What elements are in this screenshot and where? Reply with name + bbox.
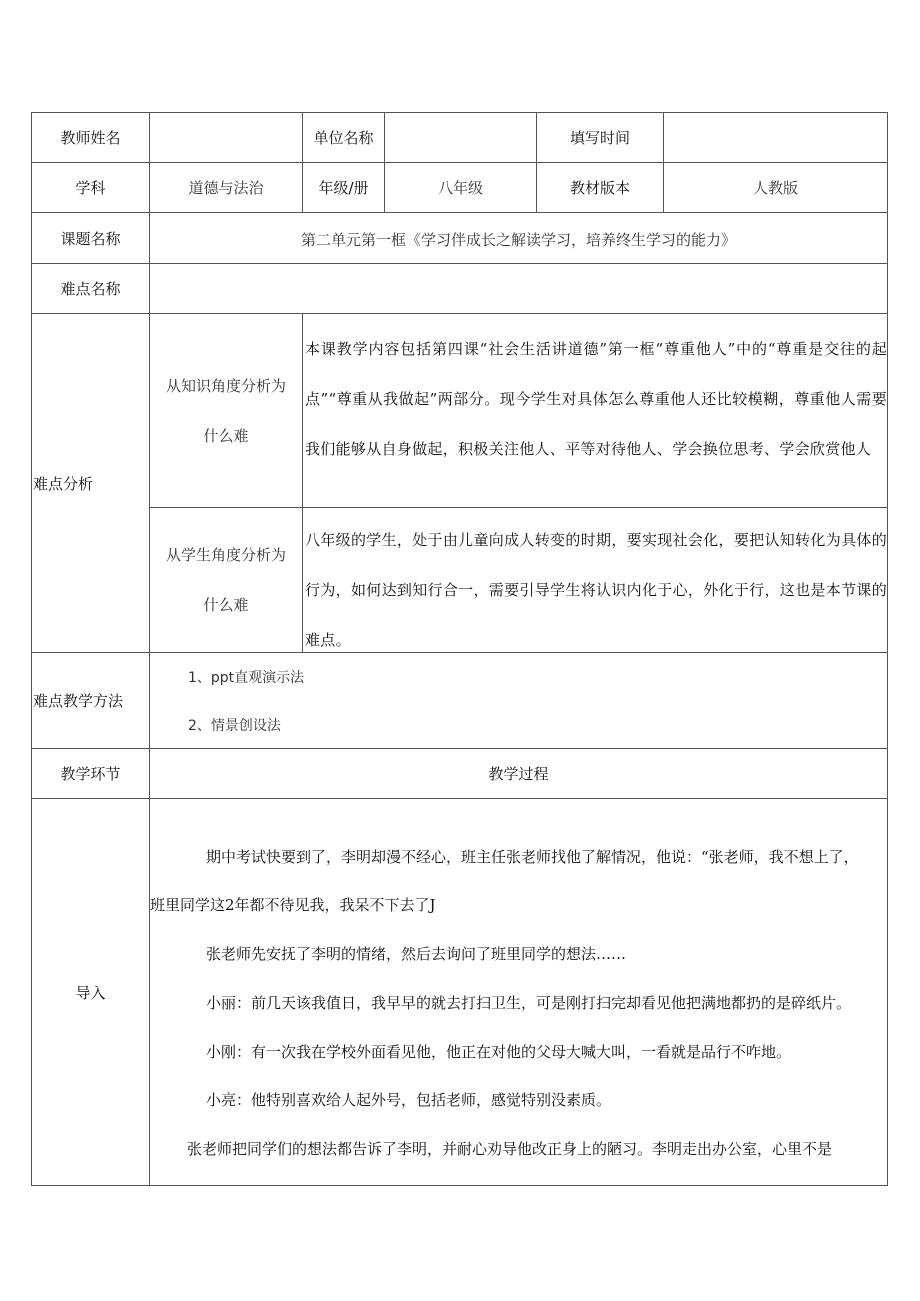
grade-value: 八年级 — [384, 162, 537, 213]
difficulty-name-value — [149, 263, 888, 314]
knowledge-angle-answer: 本课教学内容包括第四课“社会生活讲道德”第一框“尊重他人”中的“尊重是交往的起点”“尊重从我做起”两部分。现今学生对具体怎么尊重他人还比较模糊，尊重他人需要我们能够从自身做起，积极关注他人、平等对待他人、学会换位思考、学会欣赏他人 — [302, 313, 888, 508]
teaching-stage-header: 教学环节 — [31, 748, 150, 799]
story-line: 小刚：有一次我在学校外面看见他，他正在对他的父母大喊大叫，一看就是品行不咋地。 — [206, 1043, 792, 1061]
method-item: 2、情景创设法 — [188, 718, 281, 734]
knowledge-question-line2: 什么难 — [203, 426, 249, 445]
grade-label: 年级/册 — [302, 162, 385, 213]
intro-stage-label: 导入 — [31, 798, 150, 1186]
topic-label: 课题名称 — [31, 212, 150, 264]
teacher-name-label: 教师姓名 — [31, 112, 150, 163]
textbook-label: 教材版本 — [536, 162, 664, 213]
unit-name-label: 单位名称 — [302, 112, 385, 163]
difficulty-name-label: 难点名称 — [31, 263, 150, 314]
student-angle-answer: 八年级的学生，处于由儿童向成人转变的时期，要实现社会化，要把认知转化为具体的行为，如何达到知行合一，需要引导学生将认识内化于心，外化于行，这也是本节课的难点。 — [302, 507, 888, 653]
student-angle-question — [149, 507, 303, 653]
subject-label: 学科 — [31, 162, 150, 213]
method-item: 1、ppt直观演示法 — [188, 670, 305, 686]
teaching-methods-label: 难点教学方法 — [31, 652, 150, 749]
fill-time-value — [663, 112, 888, 163]
story-line: 班里同学这2年都不待见我，我呆不下去了J — [150, 896, 436, 914]
topic-value: 第二单元第一框《学习伴成长之解读学习，培养终生学习的能力》 — [149, 212, 888, 264]
knowledge-angle-question — [149, 313, 303, 508]
student-question-line1: 从学生角度分析为 — [165, 546, 286, 564]
subject-value: 道德与法治 — [149, 162, 303, 213]
teaching-process-header: 教学过程 — [149, 748, 888, 799]
knowledge-question-line1: 从知识角度分析为 — [165, 376, 286, 395]
story-line: 张老师把同学们的想法都告诉了李明，并耐心劝导他改正身上的陋习。李明走出办公室，心里不是 — [187, 1140, 833, 1158]
fill-time-label: 填写时间 — [536, 112, 664, 163]
story-line: 期中考试快要到了，李明却漫不经心，班主任张老师找他了解情况，他说：“张老师，我不想上了， — [206, 848, 859, 866]
story-line: 小丽：前几天该我值日，我早早的就去打扫卫生，可是刚打扫完却看见他把满地都扔的是碎纸片。 — [206, 994, 852, 1012]
intro-process-content — [149, 798, 888, 1186]
textbook-value: 人教版 — [663, 162, 888, 213]
story-line: 小亮：他特别喜欢给人起外号，包括老师，感觉特别没素质。 — [206, 1091, 612, 1109]
difficulty-analysis-label: 难点分析 — [31, 313, 150, 653]
student-question-line2: 什么难 — [203, 596, 249, 614]
teacher-name-value — [149, 112, 303, 163]
unit-name-value — [384, 112, 537, 163]
teaching-methods-list — [149, 652, 888, 749]
story-line: 张老师先安抚了李明的情绪，然后去询问了班里同学的想法…… — [206, 945, 627, 963]
